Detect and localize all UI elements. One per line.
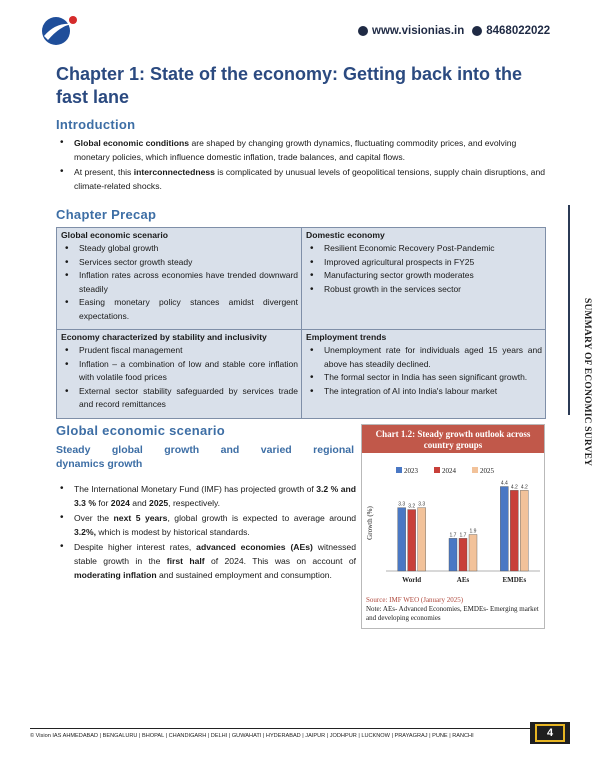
bold-text: 3.2 % and 3.3 % [74,484,356,508]
chart-footnote [366,596,542,623]
bar [408,510,416,571]
bar-value-label: 3.3 [418,501,426,508]
legend-label: 2024 [442,467,456,475]
bar [449,538,457,571]
text: , global growth is expected to average around [167,513,357,523]
chart-note: Note: AEs- Advanced Economies, EMDEs- Emerging market and developing economies [366,605,539,622]
bar [459,538,467,571]
list-item: • Inflation rates across economies have trended downward steadily [61,269,298,296]
subheading-line: dynamics growth [56,458,143,470]
cell-title: Employment trends [306,332,387,342]
growth-chart [361,424,545,629]
list-item: • Manufacturing sector growth moderates [306,269,542,283]
intro-text: At present, this [74,167,134,177]
text: The International Monetary Fund (IMF) has projected growth of [74,484,317,494]
cell-list [306,344,542,398]
bar-value-label: 1.7 [449,532,457,539]
footer-rule [30,728,530,729]
intro-bold-term: Global economic conditions [74,138,190,148]
cell-list [61,344,298,412]
category-label: AEs [456,576,470,584]
list-item: • Improved agricultural prospects in FY25 [306,256,542,270]
bar-value-label: 3.3 [398,501,406,508]
bar [418,508,426,571]
list-item [56,511,356,539]
list-item: • Resilient Economic Recovery Post-Pandemic [306,242,542,256]
text: for [95,498,111,508]
cell-list [306,242,542,296]
logo-red-dot [69,16,77,24]
subheading-line: Steady global growth and varied regional [56,444,354,456]
cell-title: Global economic scenario [61,230,168,240]
page-number: 4 [535,724,565,742]
bar [520,490,528,571]
text: Over the [74,513,114,523]
introduction-list [56,136,546,194]
list-item: • External sector stability safeguarded by services trade and record remittances [61,385,298,412]
text: which is modest by historical standards. [95,527,250,537]
cell-title: Domestic economy [306,230,385,240]
list-item: • The integration of AI into India's labour market [306,385,542,399]
category-label: World [402,576,422,584]
bar [398,508,406,571]
text: of 2024. This was on account of [204,556,356,566]
introduction-heading: Introduction [56,117,136,132]
vision-ias-logo [38,12,82,48]
bar-value-label: 4.2 [510,484,518,491]
text: Despite higher interest rates, [74,542,197,552]
precap-cell-global [57,228,301,329]
text: and [129,498,150,508]
website-link[interactable] [358,25,464,37]
chart-plot [362,453,544,595]
bold-text: 2025 [149,498,169,508]
bold-text: moderating inflation [74,570,157,580]
cell-list [61,242,298,323]
header-contact [358,25,550,37]
list-item: • Inflation – a combination of low and stable core inflation with volatile food prices [61,358,298,385]
list-item: • Easing monetary policy stances amidst divergent expectations. [61,296,298,323]
bar-value-label: 4.2 [520,484,528,491]
list-item: • Unemployment rate for individuals aged 15 years and above has steadily declined. [306,344,542,371]
bold-text: first half [166,556,205,566]
bold-text: advanced economies (AEs) [196,542,313,552]
list-item: • Services sector growth steady [61,256,298,270]
footer-text: © Vision IAS AHMEDABAD | BENGALURU | BHOPAL | CHANDIGARH | DELHI | GUWAHATI | HYDERABAD | JAIPUR | JODHPUR | LUCKNOW | PRAYAGRAJ | PUNE | RANCHI [30,733,474,739]
text: , respectively. [168,498,221,508]
phone-contact [472,25,550,37]
chart-title: Chart 1.2: Steady growth outlook across country groups [362,425,544,453]
global-scenario-heading: Global economic scenario [56,423,226,438]
bar-value-label: 1.7 [459,532,467,539]
intro-text: are shaped by changing growth dynamics, fluctuating commodity prices, and evolving monetary policies, which influence domestic inflation, trade balances, and capital flows. [74,138,517,162]
precap-row [57,329,545,418]
website-text: www.visionias.in [372,25,465,37]
precap-row [57,228,545,329]
bar [510,490,518,571]
global-subheading [56,443,354,471]
y-axis-label: Growth (%) [366,506,374,540]
intro-text: is complicated by unusual levels of geopolitical tensions, supply chain disruptions, and climate-related shocks. [74,167,546,191]
list-item: • Robust growth in the services sector [306,283,542,297]
bar-value-label: 3.2 [408,503,416,510]
side-label: SUMMARY OF ECONOMIC SURVEY [582,298,592,467]
precap-heading: Chapter Precap [56,207,157,222]
cell-title: Economy characterized by stability and inclusivity [61,332,267,342]
precap-cell-domestic [301,228,545,329]
text: witnessed stable growth in the [74,542,356,566]
precap-table [56,227,546,419]
bold-text: next 5 years [113,513,168,523]
list-item [56,482,356,510]
bar [469,535,477,571]
legend-label: 2025 [480,467,494,475]
list-item [56,540,356,582]
bar [500,487,508,571]
intro-bold-term: interconnectedness [133,167,215,177]
legend-label: 2023 [404,467,418,475]
bar-value-label: 1.9 [469,528,477,535]
text: and sustained employment and consumption. [156,570,332,580]
list-item: • Prudent fiscal management [61,344,298,358]
precap-cell-stability [57,330,301,418]
chapter-title: Chapter 1: State of the economy: Getting back into the fast lane [56,64,523,107]
list-item: • The formal sector in India has seen significant growth. [306,371,542,385]
legend-swatch [434,467,440,473]
bold-text: 3.2%, [74,527,96,537]
chart-source: Source: IMF WEO (January 2025) [366,596,464,604]
legend-swatch [396,467,402,473]
list-item [56,165,546,193]
list-item: • Steady global growth [61,242,298,256]
precap-cell-employment [301,330,545,418]
category-label: EMDEs [502,576,527,584]
global-scenario-list [56,482,356,583]
phone-text: 8468022022 [486,25,551,37]
whatsapp-icon [472,26,482,36]
side-rule [568,205,570,415]
bold-text: 2024 [110,498,130,508]
globe-icon [358,26,368,36]
page-number-badge [530,722,570,744]
bar-value-label: 4.4 [500,480,508,487]
list-item [56,136,546,164]
legend-swatch [472,467,478,473]
